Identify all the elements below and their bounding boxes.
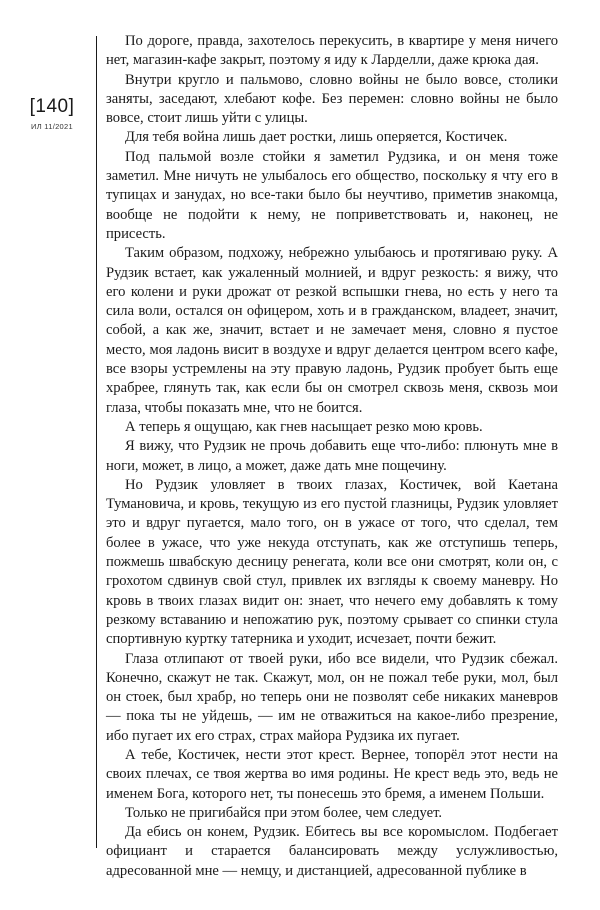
body-text <box>106 32 558 881</box>
paragraph: По дороге, правда, захотелось перекусить, в квартире у меня ничего нет, магазин-кафе закрыт, поэтому я иду к Ларделли, даже крюка дая. <box>106 33 558 69</box>
margin-rule <box>96 36 97 848</box>
paragraph: Внутри кругло и пальмово, словно войны не было вовсе, столики заняты, заседают, хлебают кофе. Без перемен: словно войны не было вовсе, стоит лишь уйти с улицы. <box>106 71 558 127</box>
paragraph: А тебе, Костичек, нести этот крест. Вернее, топорёл этот нести на своих плечах, се твоя жертва во имя родины. Не крест ведь это, ведь не именем Бога, которого нет, ты понесешь это бремя, а именем Польши. <box>106 746 558 802</box>
paragraph: Для тебя война лишь дает ростки, лишь оперяется, Костичек. <box>125 129 508 146</box>
paragraph: Под пальмой возле стойки я заметил Рудзика, и он меня тоже заметил. Мне ничуть не улыбалось его общество, поскольку я чту его в тупицах и занудах, но все-таки было бы неучтиво, приметив знакомца, вообще не подойти к нему, не поприветствовать и, наконец, не присесть. <box>106 148 558 242</box>
issue-label: ИЛ 11/2021 <box>31 122 73 131</box>
paragraph: Да ебись он конем, Рудзик. Ебитесь вы все коромыслом. Подбегает официант и старается балансировать между услужливостью, адресованной мне — немцу, и дистанцией, адресованной публике в <box>106 824 558 879</box>
paragraph: Я вижу, что Рудзик не прочь добавить еще что-либо: плюнуть мне в ноги, может, в лицо, а может, даже дать мне пощечину. <box>106 438 558 474</box>
page-number: [140] <box>29 96 75 117</box>
paragraph: Глаза отлипают от твоей руки, ибо все видели, что Рудзик сбежал. Конечно, скажут не так. Скажут, мол, он не пожал тебе руки, мол, был он стоек, был храбр, но теперь они не позволят себе никаких маневров — пока ты не уйдешь, — им не отважиться на какое-либо презрение, ибо пугает их его страх, страх майора Рудзика их пугает. <box>106 650 558 744</box>
paragraph: Таким образом, подхожу, небрежно улыбаюсь и протягиваю руку. А Рудзик встает, как ужаленный молнией, и вдруг резкость: я вижу, что его колени и руки дрожат от резкой вспышки гнева, но есть у него та сила воли, остался он офицером, хоть и в гражданском, владеет, значит, собой, а как же, значит, встает и не замечает меня, словно я пустое место, моя ладонь висит в воздухе и вдруг делается центром всего кафе, все взоры устремлены на эту правую ладонь, Рудзик пробует быть еще храбрее, глянуть так, как если бы он смотрел сквозь меня, сквозь мои глаза, чтобы показать мне, что не боится. <box>106 245 558 416</box>
paragraph: А теперь я ощущаю, как гнев насыщает резко мою кровь. <box>125 418 483 435</box>
paragraph: Но Рудзик уловляет в твоих глазах, Костичек, вой Каетана Тумановича, и кровь, текущую из его пустой глазницы, Рудзик уловляет это и вдруг пугается, мало того, он в ужасе от того, что сделал, тем более в ужасе, что уже некуда отступать, как же отступишь теперь, пожмешь швабскую десницу ренегата, коли все они смотрят, коли он, с грохотом сдвинув свой стул, привлек их взгляды к своему маневру. Но кровь в твоих глазах видит он: знает, что нечего ему добавлять к тому резкому вставанию и непожатию рук, поэтому срывает со спинки стула спортивную куртку татерника и уходит, исчезает, почти бежит. <box>106 476 558 648</box>
paragraph: Только не пригибайся при этом более, чем следует. <box>125 804 443 821</box>
